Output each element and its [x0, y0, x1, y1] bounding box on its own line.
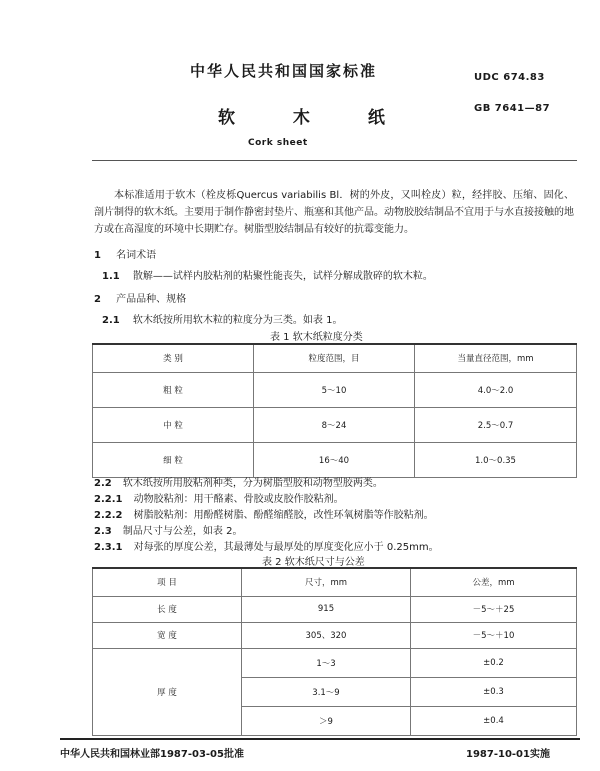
- table-row: [93, 407, 577, 442]
- table-2-caption: 表 2 软木纸尺寸与公差: [262, 557, 365, 568]
- clause-2-2: [94, 474, 383, 489]
- header-rule: [92, 160, 577, 161]
- table-1-caption: 表 1 软木纸粒度分类: [270, 332, 363, 343]
- table-cell: 3.1～9: [242, 677, 411, 706]
- clause-text: 制品尺寸与公差，如表 2。: [122, 526, 243, 537]
- column-header: 公差，mm: [411, 568, 577, 596]
- clause-2-1: [102, 311, 342, 326]
- approval-date: 中华人民共和国林业部1987-03-05批准: [60, 749, 244, 760]
- clause-text: 软木纸按所用胶粘剂种类，分为树脂型胶和动物型胶两类。: [122, 478, 383, 489]
- table-2-size-tolerance: [92, 567, 577, 736]
- table-cell: 宽 度: [93, 622, 242, 648]
- section-number: 2: [94, 294, 101, 305]
- table-cell: ＞9: [242, 706, 411, 735]
- table-cell: 305、320: [242, 622, 411, 648]
- clause-2-2-2: [94, 506, 434, 521]
- table-cell: 中 粒: [93, 407, 254, 442]
- column-header: 项 目: [93, 568, 242, 596]
- table-cell: 8～24: [254, 407, 415, 442]
- section-title: 产品品种、规格: [116, 294, 187, 305]
- clause-2-3: [94, 522, 242, 537]
- table-row: [93, 442, 577, 477]
- table-cell: 厚 度: [93, 648, 242, 735]
- table-row: [93, 372, 577, 407]
- column-header: 类 别: [93, 344, 254, 372]
- table-cell: 长 度: [93, 596, 242, 622]
- implementation-date: 1987-10-01实施: [466, 749, 550, 760]
- clause-number: 2.3: [94, 526, 112, 537]
- section-1-heading: [94, 246, 156, 261]
- clause-number: 2.2.1: [94, 494, 123, 505]
- column-header: 粒度范围，目: [254, 344, 415, 372]
- gb-code: GB 7641—87: [474, 103, 551, 114]
- udc-code: UDC 674.83: [474, 72, 545, 83]
- table-cell: 5～10: [254, 372, 415, 407]
- intro-paragraph: 本标准适用于软木（栓皮栎Quercus variabilis Bl．树的外皮，又叫栓皮）粒，经拌胶、压缩、固化、剖片制得的软木纸。主要用于制作静密封垫片、瓶塞和其他产品。动物胶胶结制品不宜用于与水直接接触的地方或在高湿度的环境中长期贮存。树脂型胶结制品有较好的抗霉变能力。: [94, 190, 574, 235]
- table-cell: ±0.2: [411, 648, 577, 677]
- table-row: [93, 596, 577, 622]
- clause-1-1: [102, 267, 433, 282]
- clause-text: 动物胶粘剂：用干酪素、骨胶或皮胶作胶粘剂。: [133, 494, 344, 505]
- table-cell: 915: [242, 596, 411, 622]
- clause-text: 对每张的厚度公差，其最薄处与最厚处的厚度变化应小于 0.25mm。: [133, 542, 439, 553]
- clause-number: 2.2.2: [94, 510, 123, 521]
- table-header-row: [93, 344, 577, 372]
- clause-2-3-1: [94, 538, 439, 553]
- table-cell: 1.0～0.35: [415, 442, 577, 477]
- table-cell: 1～3: [242, 648, 411, 677]
- clause-text: 软木纸按所用软木粒的粒度分为三类。如表 1。: [132, 315, 343, 326]
- table-cell: 2.5～0.7: [415, 407, 577, 442]
- clause-number: 1.1: [102, 271, 120, 282]
- clause-number: 2.2: [94, 478, 112, 489]
- clause-number: 2.1: [102, 315, 120, 326]
- table-1-grain-size: [92, 343, 577, 478]
- footer-rule: [60, 738, 580, 740]
- table-header-row: [93, 568, 577, 596]
- column-header: 当量直径范围，mm: [415, 344, 577, 372]
- section-title: 名词术语: [116, 250, 157, 261]
- table-cell: －5～＋10: [411, 622, 577, 648]
- table-cell: 16～40: [254, 442, 415, 477]
- section-number: 1: [94, 250, 101, 261]
- clause-2-2-1: [94, 490, 344, 505]
- document-title-en: Cork sheet: [248, 138, 308, 148]
- table-cell: ±0.3: [411, 677, 577, 706]
- clause-text: 树脂胶粘剂：用酚醛树脂、酚醛缩醛胶，改性环氧树脂等作胶粘剂。: [133, 510, 434, 521]
- table-cell: －5～＋25: [411, 596, 577, 622]
- table-cell: ±0.4: [411, 706, 577, 735]
- issuer-title: 中华人民共和国国家标准: [190, 62, 378, 80]
- column-header: 尺寸，mm: [242, 568, 411, 596]
- document-title: 软 木 纸: [218, 108, 411, 128]
- table-row: [93, 622, 577, 648]
- table-cell: 4.0～2.0: [415, 372, 577, 407]
- table-row: [93, 648, 577, 677]
- clause-text: 散解——试样内胶粘剂的粘聚性能丧失，试样分解成散碎的软木粒。: [132, 271, 433, 282]
- section-2-heading: [94, 290, 186, 305]
- table-cell: 粗 粒: [93, 372, 254, 407]
- table-cell: 细 粒: [93, 442, 254, 477]
- clause-number: 2.3.1: [94, 542, 123, 553]
